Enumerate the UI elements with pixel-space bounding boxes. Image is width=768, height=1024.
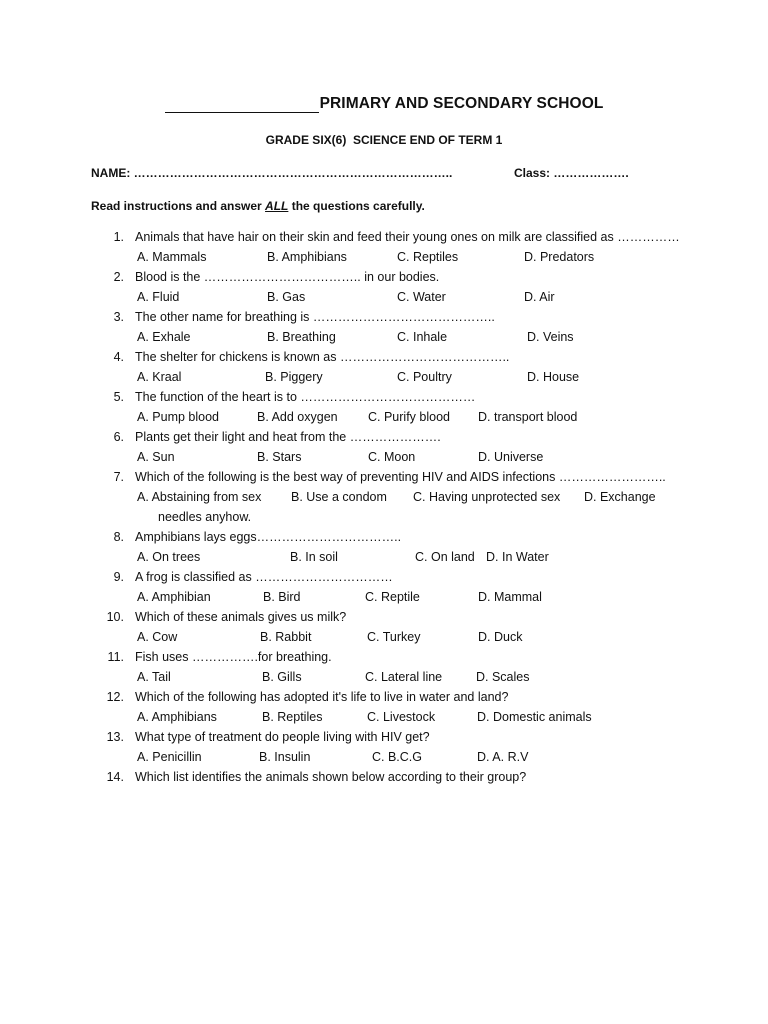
answer-option-a: A. Cow xyxy=(137,630,178,644)
question-7 xyxy=(0,470,768,490)
question-3 xyxy=(0,310,768,330)
answer-option-b: B. Rabbit xyxy=(260,630,312,644)
option-continuation xyxy=(0,510,768,530)
answer-option-a: A. Kraal xyxy=(137,370,182,384)
answer-option-c: C. Lateral line xyxy=(365,670,443,684)
answer-options xyxy=(0,290,768,310)
answer-option-c: C. Inhale xyxy=(397,330,448,344)
question-text: Plants get their light and heat from the …………………. xyxy=(135,430,441,444)
answer-option-d: D. House xyxy=(527,370,580,384)
answer-options xyxy=(0,590,768,610)
question-text: Amphibians lays eggs…………………………….. xyxy=(135,530,402,544)
question-text: The other name for breathing is …………………………………….. xyxy=(135,310,495,324)
question-text: What type of treatment do people living with HIV get? xyxy=(135,730,430,744)
answer-option-b: B. Gas xyxy=(267,290,306,304)
question-text: The function of the heart is to …………………………………… xyxy=(135,390,476,404)
question-text: Which list identifies the animals shown below according to their group? xyxy=(135,770,527,784)
school-name-blank xyxy=(165,98,319,113)
answer-option-d: D. Universe xyxy=(478,450,544,464)
answer-option-c: C. Reptile xyxy=(365,590,420,604)
question-number: 11. xyxy=(107,650,124,664)
answer-option-c: C. Water xyxy=(397,290,446,304)
question-10 xyxy=(0,610,768,630)
question-number: 5. xyxy=(113,390,124,404)
question-2 xyxy=(0,270,768,290)
answer-option-a: A. Abstaining from sex xyxy=(137,490,262,504)
answer-option-d: D. Predators xyxy=(524,250,595,264)
question-number: 6. xyxy=(113,430,124,444)
answer-option-a: A. Exhale xyxy=(137,330,191,344)
answer-option-c: C. Moon xyxy=(368,450,416,464)
question-number: 13. xyxy=(106,730,124,744)
answer-option-a: A. Sun xyxy=(137,450,175,464)
question-4 xyxy=(0,350,768,370)
answer-option-d: D. In Water xyxy=(486,550,549,564)
question-text: Fish uses …………….for breathing. xyxy=(135,650,332,664)
answer-option-b: B. Amphibians xyxy=(267,250,347,264)
answer-option-c: C. Livestock xyxy=(367,710,436,724)
answer-option-b: B. Add oxygen xyxy=(257,410,338,424)
name-field-label: NAME: …………………………………………………………………….. xyxy=(91,166,453,180)
answer-option-b: B. In soil xyxy=(290,550,338,564)
answer-option-c: C. Having unprotected sex xyxy=(413,490,561,504)
question-9 xyxy=(0,570,768,590)
question-text: Which of the following is the best way of preventing HIV and AIDS infections …………………….. xyxy=(135,470,666,484)
answer-option-c: C. On land xyxy=(415,550,475,564)
question-number: 8. xyxy=(113,530,124,544)
answer-option-c: C. Purify blood xyxy=(368,410,450,424)
question-list xyxy=(0,230,768,790)
answer-option-d: D. transport blood xyxy=(478,410,578,424)
answer-option-d: D. Veins xyxy=(527,330,574,344)
question-11 xyxy=(0,650,768,670)
answer-options xyxy=(0,710,768,730)
question-8 xyxy=(0,530,768,550)
question-number: 4. xyxy=(113,350,124,364)
answer-options xyxy=(0,450,768,470)
question-1 xyxy=(0,230,768,250)
answer-options xyxy=(0,250,768,270)
answer-option-b: B. Stars xyxy=(257,450,302,464)
answer-option-d: D. Scales xyxy=(476,670,530,684)
option-continuation-text: needles anyhow. xyxy=(158,510,252,524)
answer-option-a: A. Penicillin xyxy=(137,750,202,764)
question-number: 3. xyxy=(113,310,124,324)
answer-option-b: B. Gills xyxy=(262,670,302,684)
question-13 xyxy=(0,730,768,750)
question-number: 2. xyxy=(113,270,124,284)
answer-option-b: B. Bird xyxy=(263,590,301,604)
instructions-emphasis: ALL xyxy=(265,199,289,213)
answer-option-d: D. Air xyxy=(524,290,555,304)
answer-option-a: A. Tail xyxy=(137,670,171,684)
answer-options xyxy=(0,550,768,570)
answer-options xyxy=(0,410,768,430)
question-text: Which of these animals gives us milk? xyxy=(135,610,347,624)
answer-options xyxy=(0,330,768,350)
question-6 xyxy=(0,430,768,450)
answer-options xyxy=(0,630,768,650)
answer-options xyxy=(0,370,768,390)
answer-option-d: D. Domestic animals xyxy=(477,710,592,724)
question-text: Blood is the ……………………………….. in our bodies. xyxy=(135,270,440,284)
question-number: 7. xyxy=(113,470,124,484)
answer-option-d: D. Duck xyxy=(478,630,523,644)
question-number: 9. xyxy=(113,570,124,584)
answer-option-b: B. Piggery xyxy=(265,370,323,384)
answer-option-b: B. Use a condom xyxy=(291,490,387,504)
answer-option-d: D. Exchange xyxy=(584,490,656,504)
question-14 xyxy=(0,770,768,790)
question-number: 12. xyxy=(106,690,124,704)
answer-option-a: A. Mammals xyxy=(137,250,207,264)
class-field-label: Class: ………………. xyxy=(514,166,629,180)
answer-options xyxy=(0,670,768,690)
answer-option-c: C. Poultry xyxy=(397,370,452,384)
school-title xyxy=(0,95,768,113)
answer-option-d: D. Mammal xyxy=(478,590,542,604)
question-text: The shelter for chickens is known as ………………………………….. xyxy=(135,350,510,364)
answer-option-b: B. Insulin xyxy=(259,750,311,764)
answer-option-a: A. Pump blood xyxy=(137,410,219,424)
answer-option-b: B. Breathing xyxy=(267,330,336,344)
answer-option-c: C. Turkey xyxy=(367,630,421,644)
answer-option-a: A. On trees xyxy=(137,550,201,564)
answer-option-c: C. B.C.G xyxy=(372,750,423,764)
answer-option-c: C. Reptiles xyxy=(397,250,459,264)
question-text: Animals that have hair on their skin and feed their young ones on milk are classified as …………… xyxy=(135,230,680,244)
answer-options xyxy=(0,750,768,770)
answer-option-d: D. A. R.V xyxy=(477,750,529,764)
question-number: 14. xyxy=(106,770,124,784)
question-12 xyxy=(0,690,768,710)
answer-options xyxy=(0,490,768,510)
question-5 xyxy=(0,390,768,410)
answer-option-a: A. Amphibian xyxy=(137,590,211,604)
question-number: 1. xyxy=(113,230,124,244)
answer-option-b: B. Reptiles xyxy=(262,710,323,724)
school-title-text: PRIMARY AND SECONDARY SCHOOL xyxy=(319,95,604,112)
question-text: Which of the following has adopted it's life to live in water and land? xyxy=(135,690,509,704)
answer-option-a: A. Fluid xyxy=(137,290,180,304)
question-number: 10. xyxy=(106,610,124,624)
question-text: A frog is classified as …………………………… xyxy=(135,570,393,584)
instructions: Read instructions and answer ALL the questions carefully. xyxy=(91,199,425,213)
answer-option-a: A. Amphibians xyxy=(137,710,217,724)
exam-subtitle: GRADE SIX(6) SCIENCE END OF TERM 1 xyxy=(265,133,503,147)
